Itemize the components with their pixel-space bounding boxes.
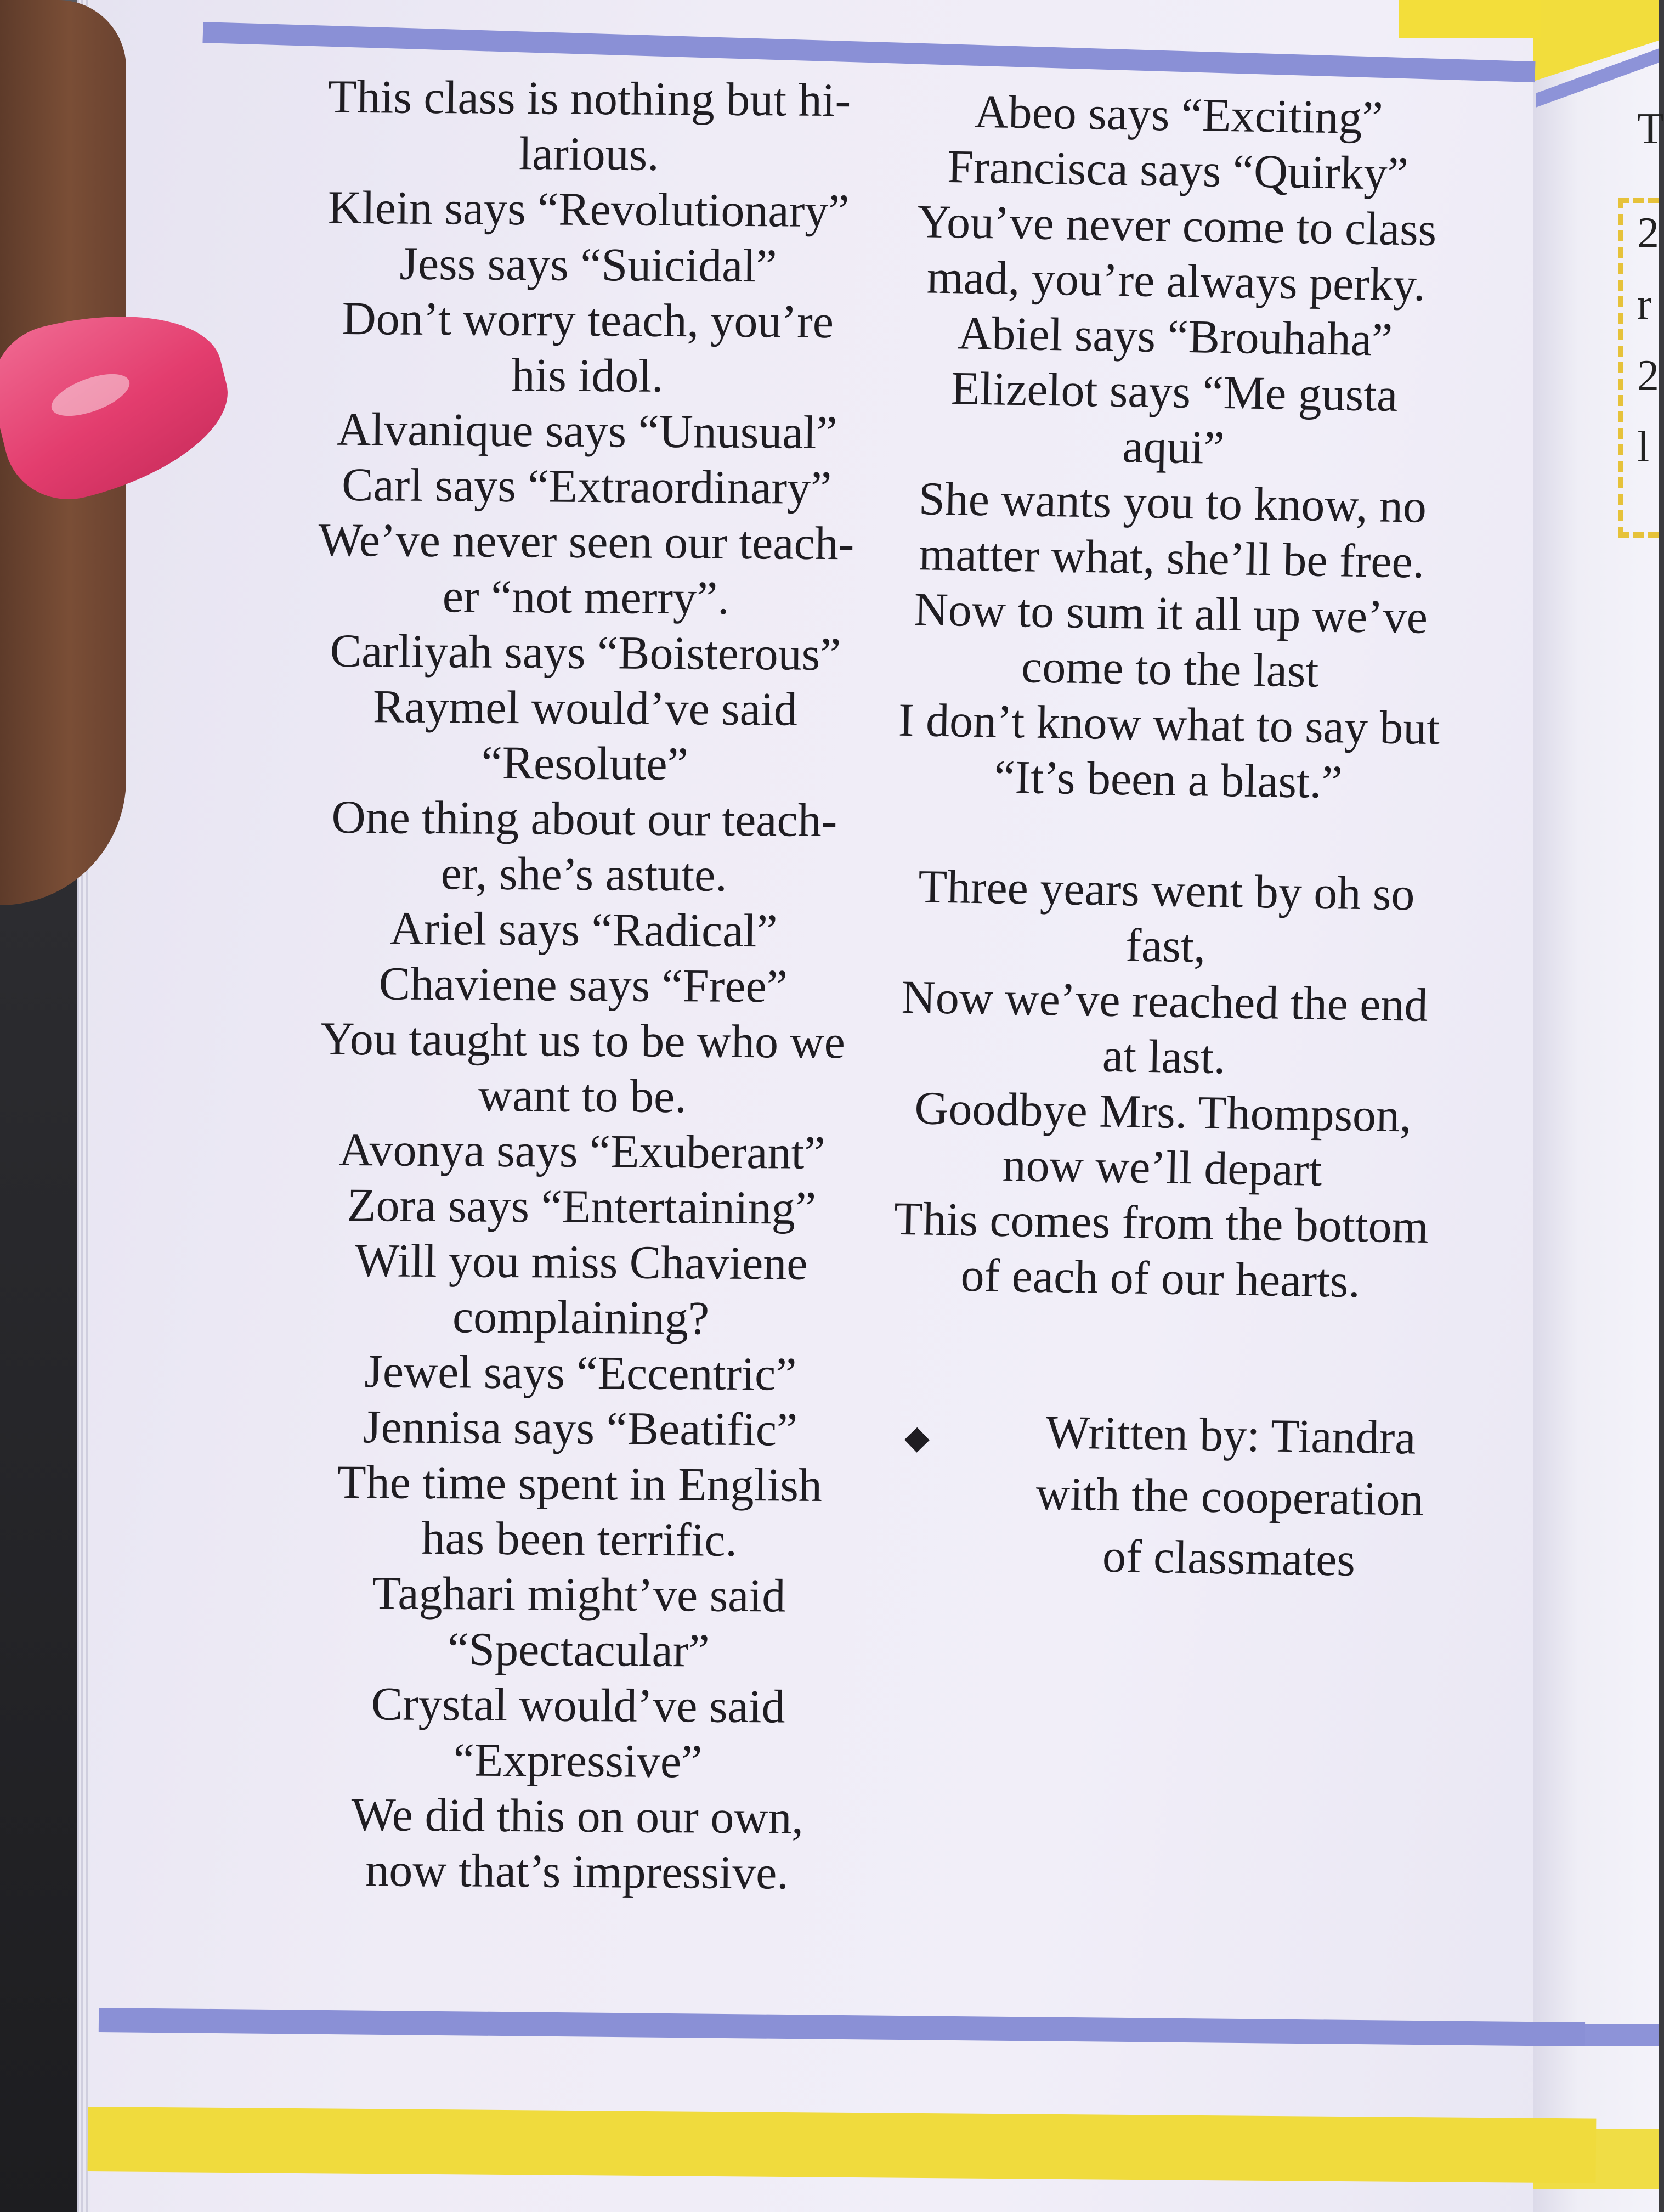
poem-line: “Resolute” <box>481 736 689 791</box>
poem-right-column <box>858 82 1481 1311</box>
poem-line: We’ve never seen our teach- <box>318 513 854 570</box>
poem-line: I don’t know what to say but <box>898 693 1441 755</box>
poem-line: come to the last <box>1021 640 1320 697</box>
poem-line: Abeo says “Exciting” <box>974 84 1384 144</box>
poem-line: has been terrific. <box>421 1511 738 1566</box>
poem-line: aqui” <box>1122 420 1225 475</box>
poem-line: Jess says “Suicidal” <box>399 236 777 292</box>
credit-line: with the cooperation <box>1035 1466 1424 1526</box>
poem-line: She wants you to know, no <box>918 472 1427 533</box>
poem-line: his idol. <box>511 348 664 402</box>
poem-line: now that’s impressive. <box>365 1843 789 1899</box>
poem-line: You taught us to be who we <box>320 1012 846 1069</box>
poem-line: matter what, she’ll be free. <box>918 527 1425 588</box>
poem-line: Francisca says “Quirky” <box>947 140 1409 200</box>
facing-page-glyph: r <box>1637 280 1652 329</box>
poem-line: Alvanique says “Unusual” <box>336 402 837 459</box>
poem-line: You’ve never come to class <box>916 195 1437 256</box>
credit-lines <box>952 1400 1508 1593</box>
poem-line: Abiel says “Brouhaha” <box>957 306 1393 366</box>
top-yellow-band <box>1399 0 1541 38</box>
poem-line: “It’s been a blast.” <box>993 750 1343 809</box>
poem-line: fast, <box>1125 918 1206 973</box>
poem-line: er “not merry”. <box>442 569 730 624</box>
poem-left-column <box>264 69 902 1901</box>
poem-line: We did this on our own, <box>351 1788 804 1844</box>
poem-line: mad, you’re always perky. <box>926 250 1426 311</box>
poem-line: of each of our hearts. <box>960 1248 1361 1308</box>
poem-line: Taghari might’ve said <box>372 1566 786 1622</box>
poem-line: er, she’s astute. <box>440 847 728 901</box>
poem-line: at last. <box>1102 1029 1226 1084</box>
poem-line: Jennisa says “Beatific” <box>362 1400 798 1456</box>
poem-line: Zora says “Entertaining” <box>347 1178 817 1234</box>
facing-page-glyph: T <box>1637 105 1664 153</box>
poem-line: Crystal would’ve said <box>371 1677 785 1733</box>
poem-line: Raymel would’ve said <box>372 680 798 736</box>
poem-line: Chaviene says “Free” <box>378 957 788 1013</box>
poem-line: This comes from the bottom <box>893 1192 1429 1254</box>
poem-line: Elizelot says “Me gusta <box>950 362 1399 421</box>
poem-line: Don’t worry teach, you’re <box>342 291 834 348</box>
bullet-diamond-icon: ◆ <box>904 1419 930 1456</box>
poem-line: Klein says “Revolutionary” <box>327 180 850 238</box>
poem-line: This class is nothing but hi- <box>327 70 851 127</box>
facing-page-glyph: 2 <box>1637 209 1659 257</box>
credit-line: of classmates <box>1102 1529 1356 1586</box>
poem-line: Ariel says “Radical” <box>389 901 778 957</box>
poem-line: Carliyah says “Boisterous” <box>330 624 841 681</box>
poem-line: larious. <box>518 127 660 180</box>
facing-page-glyph: 2 <box>1637 352 1659 400</box>
poem-line: Now to sum it all up we’ve <box>914 583 1428 644</box>
poem-line: Will you miss Chaviene <box>354 1234 808 1290</box>
poem-line: Avonya says “Exuberant” <box>338 1122 825 1180</box>
stanza-break <box>865 803 1469 867</box>
poem-line: Jewel says “Eccentric” <box>364 1345 797 1401</box>
poem-line: complaining? <box>452 1290 710 1345</box>
author-credit <box>902 1399 1508 1593</box>
poem-line: want to be. <box>478 1068 687 1123</box>
poem-line: The time spent in English <box>337 1455 823 1512</box>
facing-page-glyph: l <box>1637 423 1650 471</box>
bottom-yellow-band <box>88 2107 1597 2183</box>
poem-line: Carl says “Extraordinary” <box>341 458 832 515</box>
poem-line: Now we’ve reached the end <box>901 970 1429 1031</box>
credit-line: Written by: Tiandra <box>1045 1406 1417 1464</box>
poem-line: One thing about our teach- <box>331 790 837 847</box>
poem-line: “Expressive” <box>453 1733 703 1788</box>
poem-line: “Spectacular” <box>447 1622 710 1677</box>
poem-line: Three years went by oh so <box>918 860 1416 921</box>
poem-line: now we’ll depart <box>1001 1138 1323 1196</box>
poem-line: Goodbye Mrs. Thompson, <box>914 1081 1412 1142</box>
